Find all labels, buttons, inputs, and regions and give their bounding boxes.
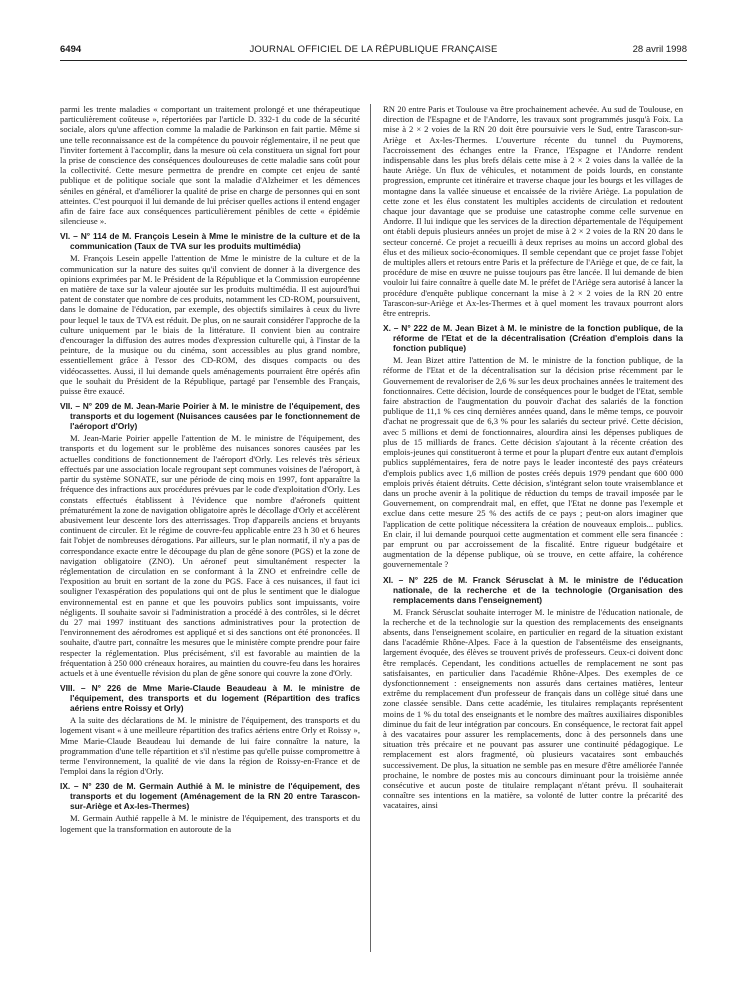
left-column — [60, 104, 360, 956]
page-number: 6494 — [60, 44, 82, 55]
question-paragraph: M. Germain Authié rappelle à M. le ministre de l'équipement, des transports et du logement que la transformation en autoroute de la — [60, 813, 360, 834]
question-heading: VIII. – N° 226 de Mme Marie-Claude Beaudeau à M. le ministre de l'équipement, des transports et du logement (Répartition des trafics aériens entre Roissy et Orly) — [60, 683, 360, 714]
question-paragraph: M. Franck Sérusclat souhaite interroger M. le ministre de l'éducation nationale, de la recherche et de la technologie sur la question des remplacements des enseignants absents, dans l'enseignement scolaire, en particulier en regard de la situation existant dans l'académie Rhône-Alpes. Face à la question de l'absentéisme des enseignants, largement évoquée, des élèves se trouvent privés de professeurs. Ceux-ci doivent donc être remplacés. Cependant, les conditions actuelles de remplacement ne sont pas satisfaisantes, en particulier dans l'académie Rhône-Alpes. Des exemples de ce dysfonctionnement : enseignements non assurés dans certaines matières, lenteur extrême du remplacement d'un professeur de français dans un collège situé dans une zone classée sensible. Dans cette académie, les titulaires remplaçants représentent moins de 1 % du total des enseignants et le nombre des maîtres auxiliaires disponibles diminue du fait de leur intégration par concours. En conséquence, le rectorat fait appel à des vacataires pour assurer les remplacements, donc à des personnels dans une situation très précaire et ne pouvant pas assurer une continuité pédagogique. Le remplacement est alors fragmenté, où plusieurs vacataires sont embauchés successivement. De plus, la situation ne semble pas en mesure d'être améliorée l'année prochaine, le nombre de postes mis au concours diminuant pour la troisième année consécutive et aucun poste de titulaire remplaçant n'étant prévu. Il souhaiterait connaître ses intentions en la matière, sa volonté de lutter contre la précarité des vacataires, ainsi — [383, 606, 683, 811]
question-paragraph: M. Jean-Marie Poirier appelle l'attention de M. le ministre de l'équipement, des transports et du logement sur le problème des nuisances sonores causées par les actuelles conditions de fonctionnement de l'aéroport d'Orly. Les relevés très sérieux effectués par une association locale regroupant sept communes voisines de l'aéroport, à partir du système SONATE, sur une période de cinq mois en 1997, font apparaître la fréquence des infractions aux procédures prévues par le code d'exploitation d'Orly. Les constats effectués établissent à l'évidence que nombre d'aéronefs quittent prématurément la zone de navigation obligatoire après le décollage d'Orly et accélèrent abusivement leur descente lors des atterrissages. Trop d'appareils anciens et bruyants continuent de circuler. Et le régime de couvre-feu applicable entre 23 h 30 et 6 heures fait l'objet de nombreuses dérogations. Par ailleurs, sur le plan normatif, il n'y a pas de correspondance exacte entre le découpage du plan de gêne sonore (PGS) et la zone de navigation obligatoire (ZNO). Un aéronef peut simultanément respecter la réglementation de circulation en se conformant à la ZNO et enfreindre celle de l'exposition au bruit en sortant de la zone du PGS. Face à ces nuisances, il faut ici souligner l'exaspération des populations qui ont de plus le sentiment que le dialogue environnemental est en panne et que les pouvoirs publics sont impuissants, voire négligents. Il souhaite savoir si l'administration a procédé à des contrôles, si le décret du 27 mai 1997 instituant des sanctions administratives pour la protection de l'environnement des aérodromes est appliqué et si des sanctions ont été prononcées. Il souhaite, d'autre part, connaître les mesures que le ministère compte prendre pour faire respecter la réglementation. Plus précisément, s'il est favorable au maintien de la fréquentation à 250 000 créneaux horaires, au maintien du couvre-feu dans les horaires actuels et à une éventuelle révision du plan de gêne sonore qui couvre la zone d'Orly. — [60, 433, 360, 678]
question-heading: VI. – N° 114 de M. François Lesein à Mme le ministre de la culture et de la communication (Taux de TVA sur les produits multimédia) — [60, 231, 360, 252]
question-heading: IX. – N° 230 de M. Germain Authié à M. le ministre de l'équipement, des transports et du logement (Aménagement de la RN 20 entre Tarascon-sur-Ariège et Ax-les-Thermes) — [60, 781, 360, 812]
header-rule — [60, 60, 687, 61]
paragraph-continued: parmi les trente maladies « comportant un traitement prolongé et une thérapeutique particulièrement coûteuse », répertoriées par l'article D. 332-1 du code de la sécurité sociale, alors qu'une affection comme la maladie de Parkinson en fait partie. Même si une telle reconnaissance est de la compétence du pouvoir réglementaire, il ne peut que l'inviter fortement à l'accomplir, dans la mesure où cela constituera un signal fort pour la prise de conscience des conséquences douloureuses de cette maladie sans coût pour la collectivité. Cette mesure permettra de prendre en compte cet enjeu de santé publique et de politique sociale que sont la maladie d'Alzheimer et les démences séniles en général, et d'améliorer la qualité de prise en charge de personnes qui en sont atteintes. C'est pourquoi il lui demande de lui préciser quelles actions il entend engager afin de faire face aux conséquences particulièrement pénibles de cette « épidémie silencieuse ». — [60, 104, 360, 227]
issue-date: 28 avril 1998 — [632, 44, 687, 55]
question-paragraph: A la suite des déclarations de M. le ministre de l'équipement, des transports et du logement visant « à une meilleure répartition des trafics aériens entre Orly et Roissy », Mme Marie-Claude Beaudeau lui demande de lui faire connaître la nature, la programmation d'une telle répartition et s'il n'estime pas qu'elle puisse compromettre à terme l'environnement, la qualité de vie dans la région de Roissy-en-France et de l'emploi dans la région d'Orly. — [60, 715, 360, 777]
journal-title: JOURNAL OFFICIEL DE LA RÉPUBLIQUE FRANÇAISE — [249, 44, 498, 55]
question-heading: XI. – N° 225 de M. Franck Sérusclat à M. le ministre de l'éducation nationale, de la recherche et de la technologie (Organisation des remplacements dans l'enseignement) — [383, 574, 683, 605]
page-header — [60, 44, 687, 60]
question-heading: X. – N° 222 de M. Jean Bizet à M. le ministre de la fonction publique, de la réforme de l'Etat et de la décentralisation (Création d'emplois dans la fonction publique) — [383, 323, 683, 354]
question-heading: VII. – N° 209 de M. Jean-Marie Poirier à M. le ministre de l'équipement, des transports et du logement (Nuisances causées par le fonctionnement de l'aéroport d'Orly) — [60, 401, 360, 432]
question-paragraph: M. François Lesein appelle l'attention de Mme le ministre de la culture et de la communication sur la nature des suites qu'il convient de donner à la divergence des opinions exprimées par M. le Président de la République et la Commission européenne en matière de taxe sur la valeur ajoutée sur les produits multimédia. Il est aujourd'hui patent de constater que nombre de ces produits, notamment les CD-ROM, poursuivent, dans le domaine de l'éducation, par exemple, des objectifs similaires à ceux du livre pour lequel le taux de TVA est réduit. De plus, on ne saurait considérer l'approche de la culture uniquement par le biais de la littérature. Il convient bien au contraire d'encourager la diffusion des autres modes d'expression culturelle qui, à l'instar de la peinture, de la musique ou du cinéma, sont accessibles au plus grand nombre, essentiellement grâce à l'essor des CD-ROM, des disques compacts ou des vidéocassettes. Aussi, il lui demande quels aménagements pourraient être opérés afin que le souhait du Président de la République, partagé par l'ensemble des Français, puisse être exaucé. — [60, 253, 360, 397]
right-column — [383, 104, 683, 956]
question-paragraph: M. Jean Bizet attire l'attention de M. le ministre de la fonction publique, de la réforme de l'Etat et de la décentralisation sur la décision prise récemment par le Gouvernement de revaloriser de 2,6 % sur les deux prochaines années le traitement des fonctionnaires. Cette décision, lourde de conséquences pour le budget de l'Etat, semble faire abstraction de l'augmentation du pouvoir d'achat des salariés de la fonction publique de 11,1 % ces cinq dernières années quand, dans le même temps, ce pouvoir d'achat ne progressait que de 6,3 % pour les salariés du secteur privé. Cette décision, avec 5 millions et demi de fonctionnaires, alourdira ainsi les dépenses publiques de plus de 15 milliards de francs. Cette décision s'ajoutant à la récente création des emplois-jeunes qui constitueront à terme et pour la plupart d'entre eux autant d'emplois publics supplémentaires, fera de notre pays le leader incontesté des pays créateurs d'emplois publics avec 1,6 million de postes créés depuis 1979 pendant que 600 000 emplois privés étaient détruits. Cette décision, s'intégrant selon toute vraisemblance et dans un proche avenir à la politique de réduction du temps de travail imposée par le Gouvernement, on comprendrait mal, en effet, que l'Etat ne donne pas l'exemple et exclue dans cette mesure 25 % des actifs de ce pays ; peut-on alors imaginer que l'application de cette politique nécessitera la création de nouveaux emplois... publics. En clair, il lui demande pourquoi cette augmentation et comment elle sera financée : par emprunt ou par accroissement de la fiscalité. Entre rigueur budgétaire et augmentation de la dépense publique, où se trouve, en cette affaire, la cohérence gouvernementale ? — [383, 355, 683, 570]
column-divider — [370, 104, 371, 952]
paragraph-continued: RN 20 entre Paris et Toulouse va être prochainement achevée. Au sud de Toulouse, en direction de l'Espagne et de l'Andorre, les travaux sont programmés jusqu'à Foix. La mise à 2 × 2 voies de la RN 20 doit être poursuivie vers le Sud, entre Tarascon-sur-Ariège et Ax-les-Thermes. L'ouverture récente du tunnel du Puymorens, l'accroissement des échanges entre la France, l'Espagne et l'Andorre rendent indispensable dans les plus brefs délais cette mise à 2 × 2 voies dans la vallée de la haute Ariège. Un flux de véhicules, et notamment de poids lourds, en constante progression, emprunte cet itinéraire et traverse chaque jour les bourgs et les villages de montagne dans la vallée sinueuse et encaissée de la rivière Ariège. La population de cette zone et les élus constatent les multiples accidents de circulation et redoutent chaque jour davantage que se produise une catastrophe comme celle survenue en Andorre. Il lui indique que les services de la direction départementale de l'équipement ont établi depuis plusieurs années un projet de mise à 2 × 2 voies de la RN 20 dans le secteur concerné. Ce projet a recueilli à deux reprises au moins un accord global des élus et des milieux socio-économiques. Il semble cependant que ce projet fasse l'objet de multiples allers et retours entre Paris et la préfecture de l'Ariège et que, de ce fait, la procédure de mise en œuvre ne puisse toujours pas être lancée. Il lui demande de bien vouloir lui faire connaître à quelle date M. le préfet de l'Ariège sera autorisé à lancer la procédure d'enquête publique concernant la mise à 2 × 2 voies de la RN 20 entre Tarascon-sur-Ariège et Ax-les-Thermes et à quel moment les travaux pourront alors être entrepris. — [383, 104, 683, 319]
